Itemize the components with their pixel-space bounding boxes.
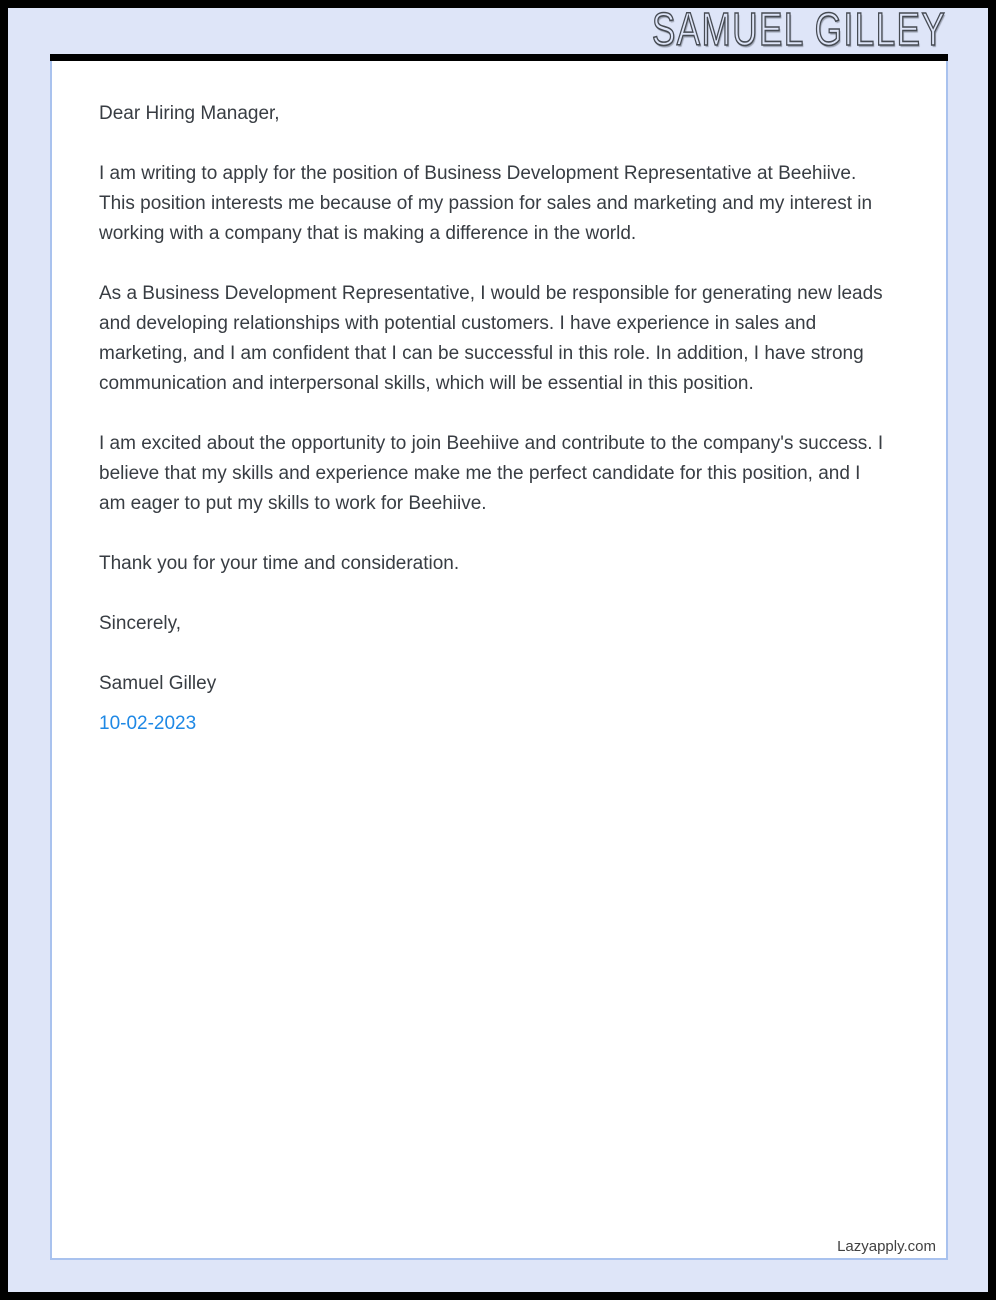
salutation: Dear Hiring Manager, — [99, 103, 280, 124]
letter-thanks: Thank you for your time and consideration. — [99, 553, 460, 574]
letter-closing: Sincerely, — [99, 613, 182, 634]
letter-body — [52, 61, 946, 739]
letter-paragraph-1: I am writing to apply for the position of Business Development Representative at Beehiive. This position interests me because of my passion for sales and marketing and my interest in working with a company that is making a difference in the world. — [99, 163, 873, 244]
letterhead-name: SAMUEL GILLEY — [651, 3, 946, 55]
brand-watermark: Lazyapply.com — [837, 1238, 936, 1255]
letterhead — [559, 3, 946, 56]
signature-name: Samuel Gilley — [99, 673, 217, 694]
letter-date: 10-02-2023 — [99, 713, 197, 734]
cover-letter-sheet — [50, 61, 948, 1260]
letter-paragraph-3: I am excited about the opportunity to join Beehiive and contribute to the company's success. I believe that my skills and experience make me the perfect candidate for this position, and I am eager to put my skills to work for Beehiive. — [99, 433, 884, 514]
letter-paragraph-2: As a Business Development Representative, I would be responsible for generating new leads and developing relationships with potential customers. I have experience in sales and marketing, and I am confident that I can be successful in this role. In addition, I have strong communication and interpersonal skills, which will be essential in this position. — [99, 283, 883, 394]
